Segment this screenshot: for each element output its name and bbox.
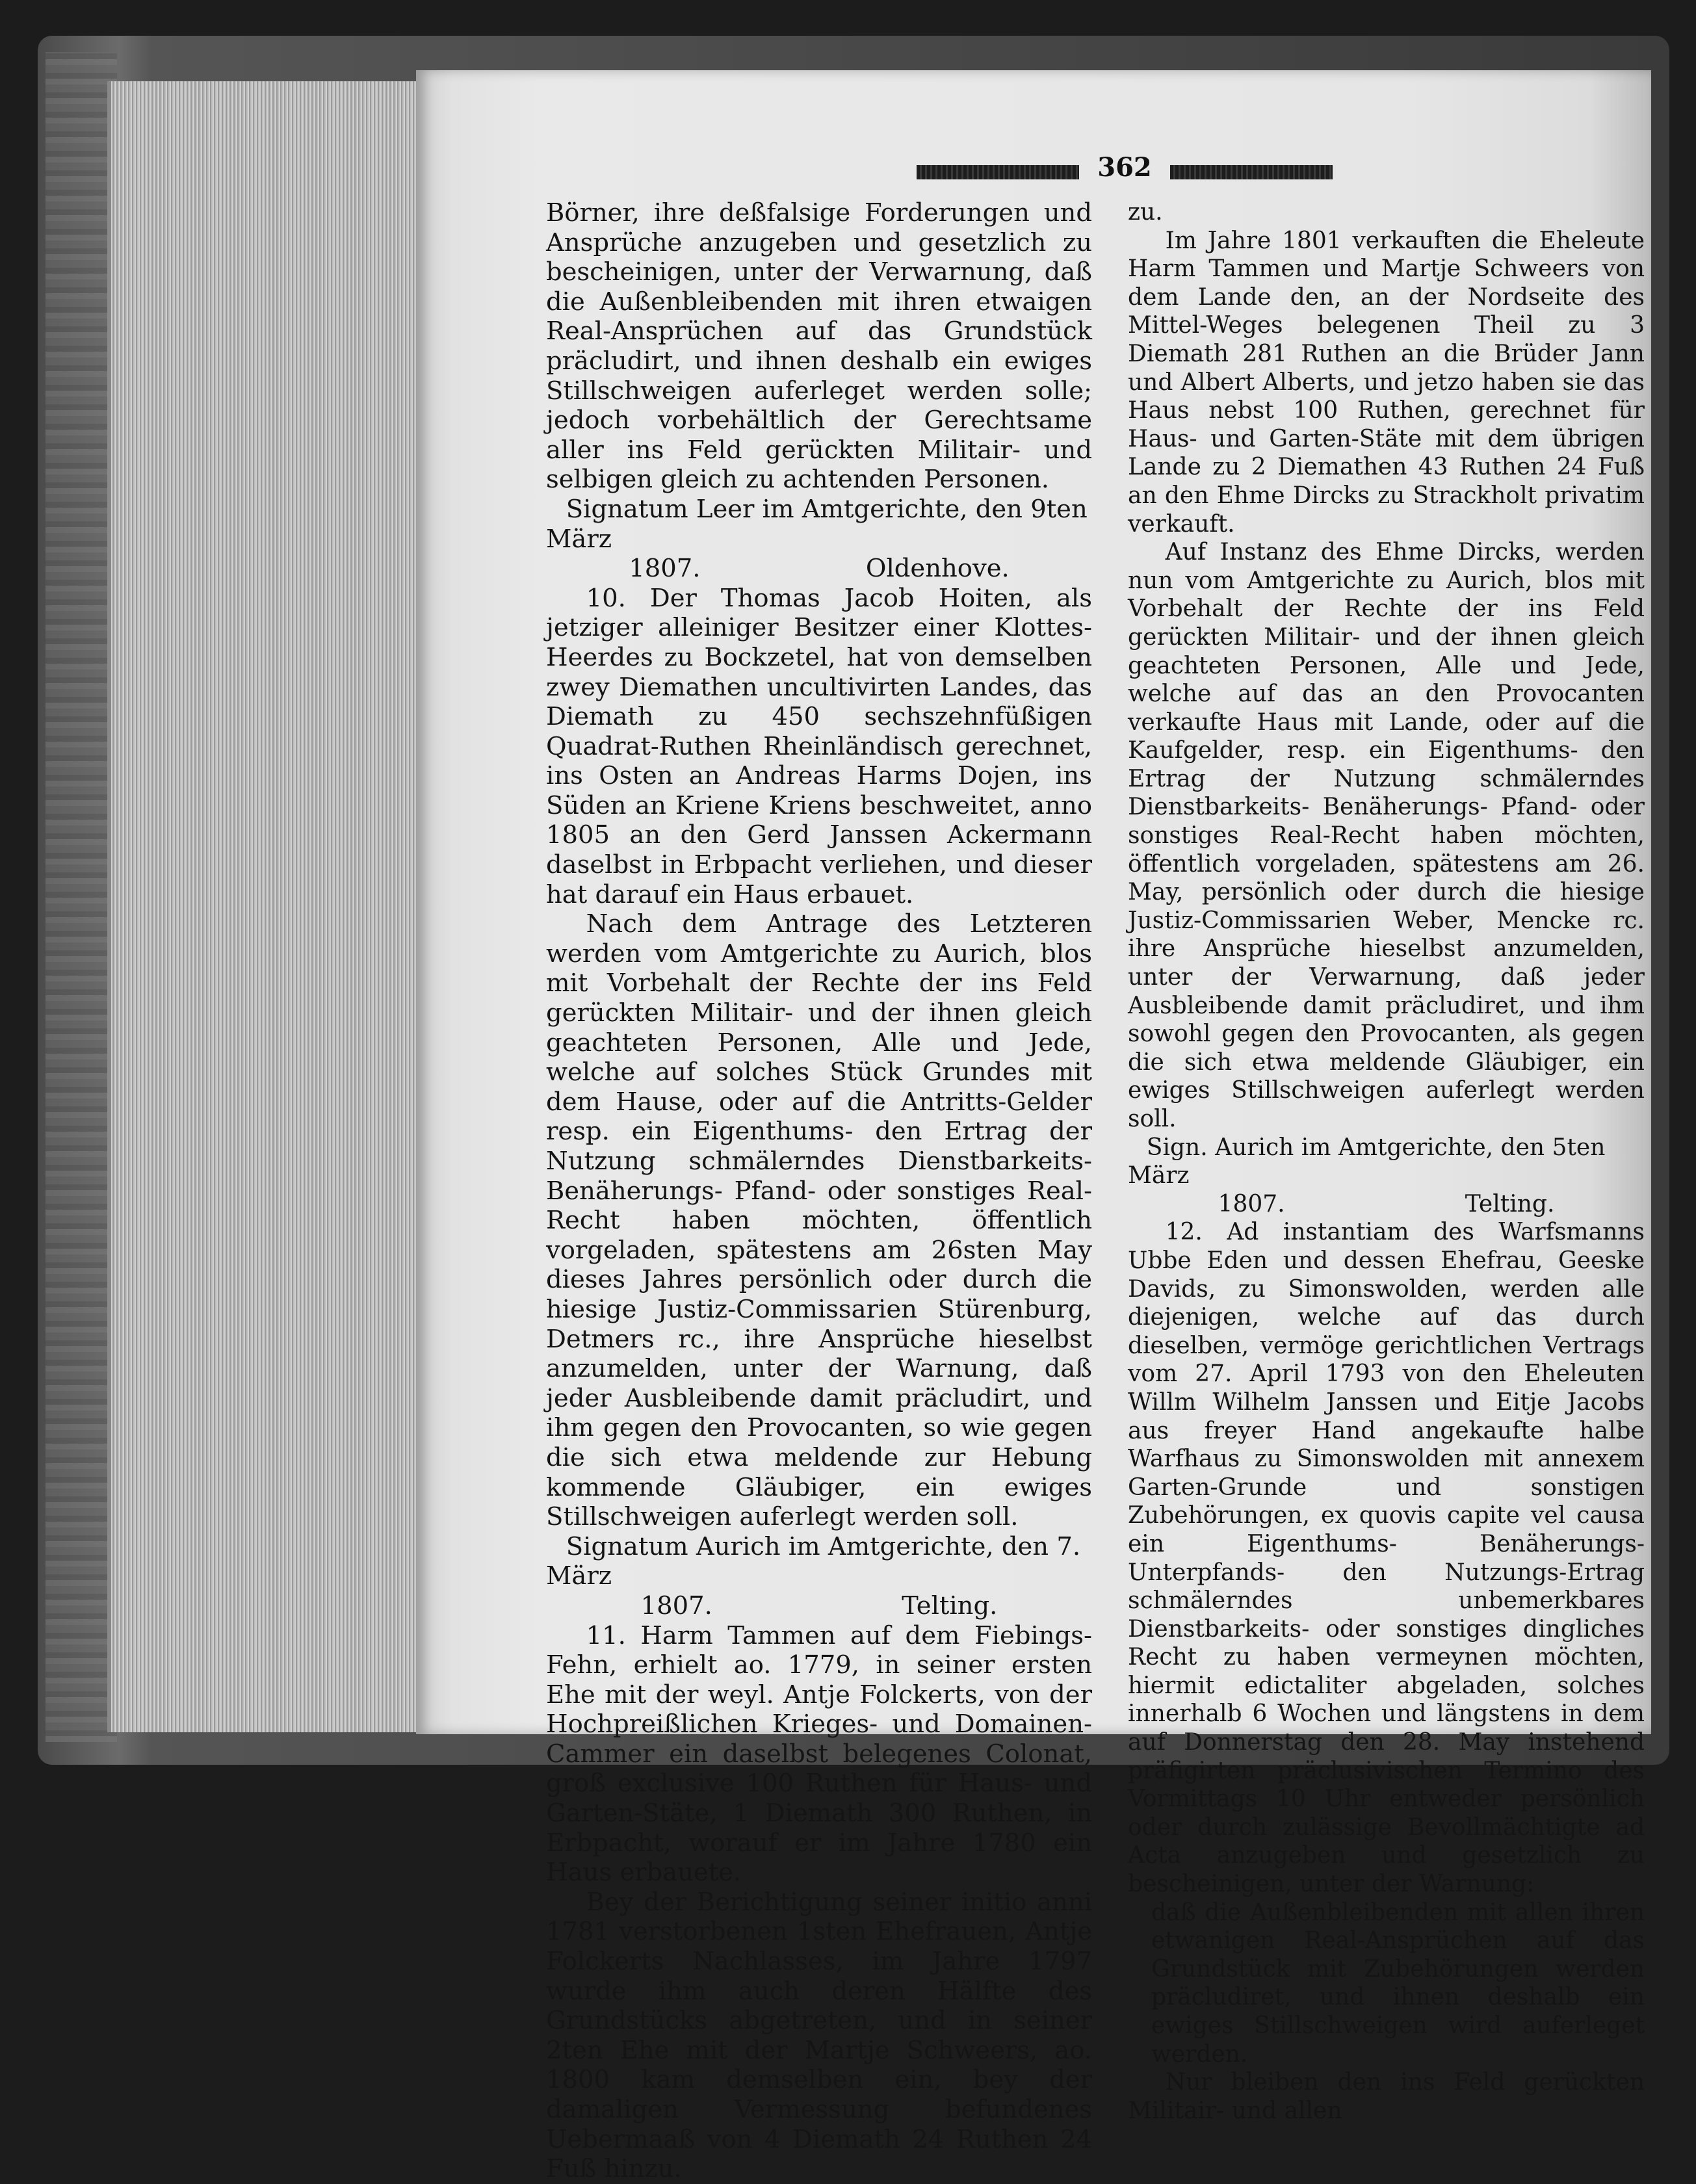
paragraph: Nach dem Antrage des Letzteren werden vom Amtgerichte zu Aurich, blos mit Vorbehalt der Rechte der ins Feld gerückten Militair- und der ihnen gleich geachteten Personen, Alle und Jede, welche auf solches Stück Grundes mit dem Hause, oder auf die Antritts-Gelder resp. ein Eigenthums- den Ertrag der Nutzung schmälerndes Dienstbarkeits- Benäherungs- Pfand- oder sonstiges Real-Recht haben möchten, öffentlich vorgeladen, spätestens am 26sten May dieses Jahres persönlich oder durch die hiesige Justiz-Commissarien Stürenburg, Detmers rc., ihre Ansprüche hieselbst anzumelden, unter der Warnung, daß jeder Ausbleibende damit präcludirt, und ihm gegen den Provocanten, so wie gegen die sich etwa meldende zur Hebung kommende Gläubiger, ein ewiges Stillschweigen auferlegt werden soll. (546, 909, 1092, 1532)
signature-line: Signatum Leer im Amtgerichte, den 9ten März (546, 494, 1088, 554)
right-text-column (1128, 198, 1645, 2125)
worn-spine-edge (46, 52, 117, 1742)
page-header (917, 152, 1333, 188)
date-year: 1807. (640, 1591, 712, 1620)
signatory-name: Telting. (902, 1591, 998, 1620)
signatory-name: Oldenhove. (865, 554, 1010, 584)
stacked-page-edges (107, 81, 423, 1732)
header-rule-right (1170, 165, 1333, 179)
paragraph: Im Jahre 1801 verkauften die Eheleute Harm Tammen und Martje Schweers von dem Lande den, an der Nordseite des Mittel-Weges belegenen Theil zu 3 Diemath 281 Ruthen an die Brüder Jann und Albert Alberts, und jetzo haben sie das Haus nebst 100 Ruthen, gerechnet für Haus- und Garten-Stäte mit dem übrigen Lande zu 2 Diemathen 43 Ruthen 24 Fuß an den Ehme Dircks zu Strackholt privatim verkauft. (1128, 227, 1645, 538)
header-rule-left (917, 165, 1079, 179)
paragraph: 10. Der Thomas Jacob Hoiten, als jetziger alleiniger Besitzer einer Klottes-Heerdes zu Bockzetel, hat von demselben zwey Diemathen uncultivirten Landes, das Diemath zu 450 sechszehnfüßigen Quadrat-Ruthen Rheinländisch gerechnet, ins Osten an Andreas Harms Dojen, ins Süden an Kriene Kriens beschweitet, anno 1805 an den Gerd Janssen Ackermann daselbst in Erbpacht verliehen, und dieser hat darauf ein Haus erbauet. (546, 583, 1092, 909)
signature-line: Sign. Aurich im Amtgerichte, den 5ten März (1128, 1134, 1606, 1190)
date-year: 1807. (629, 554, 701, 584)
paragraph: 12. Ad instantiam des Warfsmanns Ubbe Eden und dessen Ehefrau, Geeske Davids, zu Simonswolden, werden alle diejenigen, welche auf das durch dieselben, vermöge gerichtlichen Vertrags vom 27. April 1793 von den Eheleuten Willm Wilhelm Janssen und Eitje Jacobs aus freyer Hand angekaufte halbe Warfhaus zu Simonswolden mit annexem Garten-Grunde und sonstigen Zubehörungen, ex quovis capite vel causa ein Eigenthums- Benäherungs- Unterpfands- den Nutzungs-Ertrag schmälerndes unbemerkbares Dienstbarkeits- oder sonstiges dingliches Recht zu haben vermeynen möchten, hiermit edictaliter abgeladen, solches innerhalb 6 Wochen und längstens in dem auf Donnerstag den 28. May instehend präfigirten präclusivischen Termino des Vormittags 10 Uhr entweder persönlich oder durch zulässige Bevollmächtigte ad Acta anzugeben und gesetzlich zu bescheinigen, unter der Warnung: (1128, 1219, 1645, 1898)
date-signature-line (1128, 1190, 1645, 1219)
paragraph: zu. (1128, 199, 1163, 226)
signatory-name: Telting. (1465, 1190, 1555, 1217)
paragraph: Börner, ihre deßfalsige Forderungen und Ansprüche anzugeben und gesetzlich zu bescheinigen, unter der Verwarnung, daß die Außenbleibenden mit ihren etwaigen Real-Ansprüchen auf das Grundstück präcludirt, und ihnen deshalb ein ewiges Stillschweigen auferleget werden solle; jedoch vorbehältlich der Gerechtsame aller ins Feld gerückten Militair- und selbigen gleich zu achtenden Personen. (546, 198, 1092, 495)
signature-line: Signatum Aurich im Amtgerichte, den 7. März (546, 1531, 1081, 1591)
paragraph: Bey der Berichtigung seiner initio anni 1781 verstorbenen 1sten Ehefrauen, Antje Folckerts Nachlasses, im Jahre 1797 wurde ihm auch deren Hälfte des Grundstücks abgetreten, und in seiner 2ten Ehe mit der Martje Schweers, ao. 1800 kam demselben ein, bey der damaligen Vermessung befundenes Uebermaaß von 4 Diemath 24 Ruthen 24 Fuß hinzu. (546, 1887, 1092, 2184)
paragraph: 11. Harm Tammen auf dem Fiebings-Fehn, erhielt ao. 1779, in seiner ersten Ehe mit der weyl. Antje Folckerts, von der Hochpreißlichen Krieges- und Domainen-Cammer ein daselbst belegenes Colonat, groß exclusive 100 Ruthen für Haus- und Garten-Stäte, 1 Diemath 300 Ruthen, in Erbpacht, worauf er im Jahre 1780 ein Haus erbauete. (546, 1620, 1092, 1888)
date-signature-line (546, 554, 1092, 584)
paragraph: Auf Instanz des Ehme Dircks, werden nun vom Amtgerichte zu Aurich, blos mit Vorbehalt der Rechte der ins Feld gerückten Militair- und der ihnen gleich geachteten Personen, Alle und Jede, welche auf das an den Provocanten verkaufte Haus mit Lande, oder auf die Kaufgelder, resp. ein Eigenthums- den Ertrag der Nutzung schmälerndes Dienstbarkeits- Benäherungs- Pfand- oder sonstiges Real-Recht haben möchten, öffentlich vorgeladen, spätestens am 26. May, persönlich oder durch die hiesige Justiz-Commissarien Weber, Mencke rc. ihre Ansprüche hieselbst anzumelden, unter der Verwarnung, daß jeder Ausbleibende damit präcludiret, und ihm sowohl gegen den Provocanten, als gegen die sich etwa meldende Gläubiger, ein ewiges Stillschweigen auferlegt werden soll. (1128, 539, 1645, 1132)
paragraph: Nur bleiben den ins Feld gerückten Militair- und allen (1128, 2069, 1645, 2124)
date-year: 1807. (1218, 1190, 1285, 1217)
date-signature-line (546, 1591, 1092, 1621)
left-text-column (546, 198, 1092, 2184)
paragraph: daß die Außenbleibenden mit allen ihren etwanigen Real-Ansprüchen auf das Grundstück mit Zubehörungen werden präcludiret, und ihnen deshalb ein ewiges Stillschweigen wird auferleget werden. (1151, 1899, 1645, 2068)
page-number: 362 (1097, 152, 1152, 183)
